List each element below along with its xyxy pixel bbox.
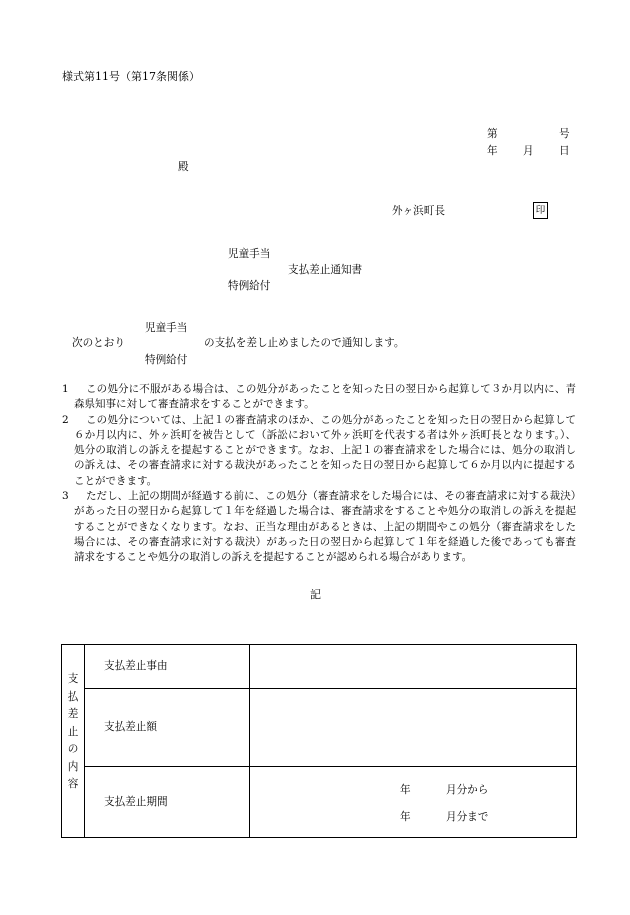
period-label: 支払差止期間 <box>85 767 250 838</box>
suspension-details-table <box>61 644 577 838</box>
note-text: この処分に不服がある場合は、この処分があったことを知った日の翌日から起算して３か月以内に、青森県知事に対して審査請求をすることができます。 <box>74 383 576 411</box>
date-month-label: 月 <box>523 145 534 157</box>
document-number-prefix: 第 <box>487 128 498 140</box>
body-option-special-benefit: 特例給付 <box>145 354 188 366</box>
body-text-lead: 次のとおり <box>72 337 125 349</box>
period-to-year: 年 <box>400 811 411 823</box>
appeal-notes <box>62 382 576 566</box>
period-from-year: 年 <box>400 784 411 796</box>
title-option-special-benefit: 特例給付 <box>228 280 271 292</box>
note-item <box>62 413 576 489</box>
section-label-char: 支 <box>67 673 79 685</box>
document-number-suffix: 号 <box>559 128 570 140</box>
reason-value-field[interactable] <box>250 645 577 689</box>
note-number: 2 <box>62 413 69 426</box>
period-value-field[interactable] <box>250 767 577 838</box>
section-label-char: 容 <box>67 778 79 790</box>
note-number: 1 <box>62 383 69 395</box>
body-option-child-allowance: 児童手当 <box>145 322 188 334</box>
issuer-title: 外ヶ浜町長 <box>392 205 445 217</box>
note-number: 3 <box>62 490 69 503</box>
document-title: 支払差止通知書 <box>288 264 363 276</box>
note-item <box>62 382 576 413</box>
note-text: ただし、上記の期間が経過する前に、この処分（審査請求をした場合には、その審査請求に対する裁決）があった日の翌日から起算して１年を経過した場合は、審査請求をすることや処分の取消しの訴えを提起することができなくなります。なお、正当な理由があるときは、上記の期間やこの処分（審査請求をした場合には、その審査請求に対する裁決）があった日の翌日から起算して１年を経過した後であっても審査請求をすることや処分の取消しの訴えを提起することが認められる場合があります。 <box>74 490 576 564</box>
section-label-char: 止 <box>67 725 79 738</box>
date-day-label: 日 <box>559 145 570 157</box>
date-year-label: 年 <box>487 145 498 157</box>
period-to-month: 月分まで <box>446 811 489 823</box>
section-label-char: の <box>67 743 79 755</box>
title-option-child-allowance: 児童手当 <box>228 248 271 260</box>
addressee-honorific: 殿 <box>178 161 189 173</box>
section-label <box>62 645 85 838</box>
amount-value-field[interactable] <box>250 689 577 767</box>
period-from-month: 月分から <box>446 784 489 796</box>
section-label-char: 内 <box>67 760 79 773</box>
note-item <box>62 489 576 565</box>
ki-heading: 記 <box>310 588 321 601</box>
amount-label: 支払差止額 <box>85 689 250 767</box>
body-text-main: の支払を差し止めましたので通知します。 <box>204 337 405 349</box>
reason-label: 支払差止事由 <box>85 645 250 689</box>
note-text: この処分については、上記１の審査請求のほか、この処分があったことを知った日の翌日から起算して６か月以内に、外ヶ浜町を被告として（訴訟において外ヶ浜町を代表する者は外ヶ浜町長となります。）、処分の取消しの訴えを提起することができます。なお、上記１の審査請求をした場合には、処分の取消しの訴えは、その審査請求に対する裁決があったことを知った日の翌日から起算して６か月以内に提起することができます。 <box>74 413 576 487</box>
form-number: 様式第11号（第17条関係） <box>62 70 200 83</box>
section-label-char: 差 <box>67 708 79 720</box>
section-label-char: 払 <box>67 690 79 703</box>
seal-mark: 印 <box>533 202 548 219</box>
